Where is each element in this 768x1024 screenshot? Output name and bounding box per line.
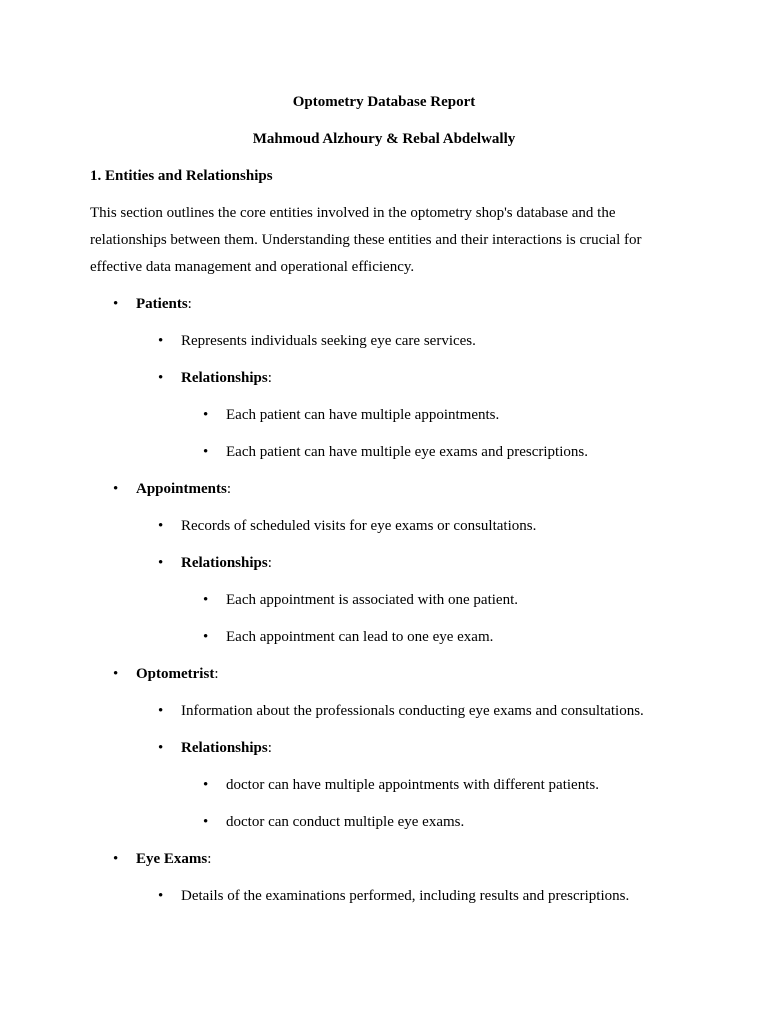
- entity-item-appointments: [90, 476, 678, 503]
- entity-name: Optometrist: [136, 666, 215, 682]
- entity-description: [90, 883, 678, 910]
- relationship-text: Each appointment can lead to one eye exam.: [226, 629, 494, 645]
- report-authors: Mahmoud Alzhoury & Rebal Abdelwally: [252, 131, 516, 147]
- relationship-text: Each appointment is associated with one patient.: [226, 592, 519, 608]
- bullet-icon: •: [113, 666, 119, 682]
- relationships-colon: :: [267, 555, 272, 571]
- bullet-icon: •: [158, 703, 164, 719]
- bullet-icon: •: [203, 592, 209, 608]
- entity-item-eye-exams: [90, 846, 678, 873]
- bullet-icon: •: [158, 518, 164, 534]
- bullet-icon: •: [113, 481, 119, 497]
- relationships-heading: [90, 735, 678, 762]
- bullet-icon: •: [203, 629, 209, 645]
- entity-description-text: Details of the examinations performed, including results and prescriptions.: [181, 888, 630, 904]
- bullet-icon: •: [158, 888, 164, 904]
- entity-name: Eye Exams: [136, 851, 208, 867]
- entity-description-text: Records of scheduled visits for eye exams or consultations.: [181, 518, 537, 534]
- relationship-item: [90, 587, 678, 614]
- bullet-icon: •: [203, 444, 209, 460]
- bullet-icon: •: [158, 333, 164, 349]
- relationships-colon: :: [267, 740, 272, 756]
- bullet-icon: •: [113, 851, 119, 867]
- entity-description-text: Information about the professionals conducting eye exams and consultations.: [181, 703, 644, 719]
- relationship-item: [90, 402, 678, 429]
- relationship-item: [90, 439, 678, 466]
- entity-name-colon: :: [226, 481, 232, 497]
- bullet-icon: •: [158, 370, 164, 386]
- bullet-icon: •: [158, 555, 164, 571]
- relationship-text: Each patient can have multiple appointments.: [226, 407, 500, 423]
- relationship-item: [90, 772, 678, 799]
- entity-name: Appointments: [136, 481, 227, 497]
- entity-item-optometrist: [90, 661, 678, 688]
- entity-name-colon: :: [214, 666, 219, 682]
- relationship-text: Each patient can have multiple eye exams and prescriptions.: [226, 444, 588, 460]
- relationship-item: [90, 809, 678, 836]
- bullet-icon: •: [203, 407, 209, 423]
- document-body: [90, 89, 678, 920]
- entity-description: [90, 328, 678, 355]
- relationships-heading: [90, 550, 678, 577]
- entity-description-text: Represents individuals seeking eye care services.: [181, 333, 476, 349]
- relationship-text: doctor can have multiple appointments with different patients.: [226, 777, 599, 793]
- intro-paragraph: This section outlines the core entities involved in the optometry shop's database and the relationships between them. Understanding these entities and their interactions is crucial for effective data management and operational efficiency.: [90, 205, 642, 275]
- relationships-label: Relationships: [181, 370, 268, 386]
- bullet-icon: •: [113, 296, 119, 312]
- bullet-icon: •: [158, 740, 164, 756]
- entity-item-patients: [90, 291, 678, 318]
- relationships-colon: :: [267, 370, 272, 386]
- entity-name: Patients: [136, 296, 188, 312]
- relationship-text: doctor can conduct multiple eye exams.: [226, 814, 465, 830]
- entity-name-colon: :: [187, 296, 192, 312]
- entity-description: [90, 513, 678, 540]
- entity-description: [90, 698, 678, 725]
- relationships-heading: [90, 365, 678, 392]
- entity-name-colon: :: [207, 851, 212, 867]
- section-heading: 1. Entities and Relationships: [90, 168, 273, 184]
- report-title: Optometry Database Report: [292, 94, 476, 110]
- relationships-label: Relationships: [181, 740, 268, 756]
- relationship-item: [90, 624, 678, 651]
- relationships-label: Relationships: [181, 555, 268, 571]
- bullet-icon: •: [203, 814, 209, 830]
- bullet-icon: •: [203, 777, 209, 793]
